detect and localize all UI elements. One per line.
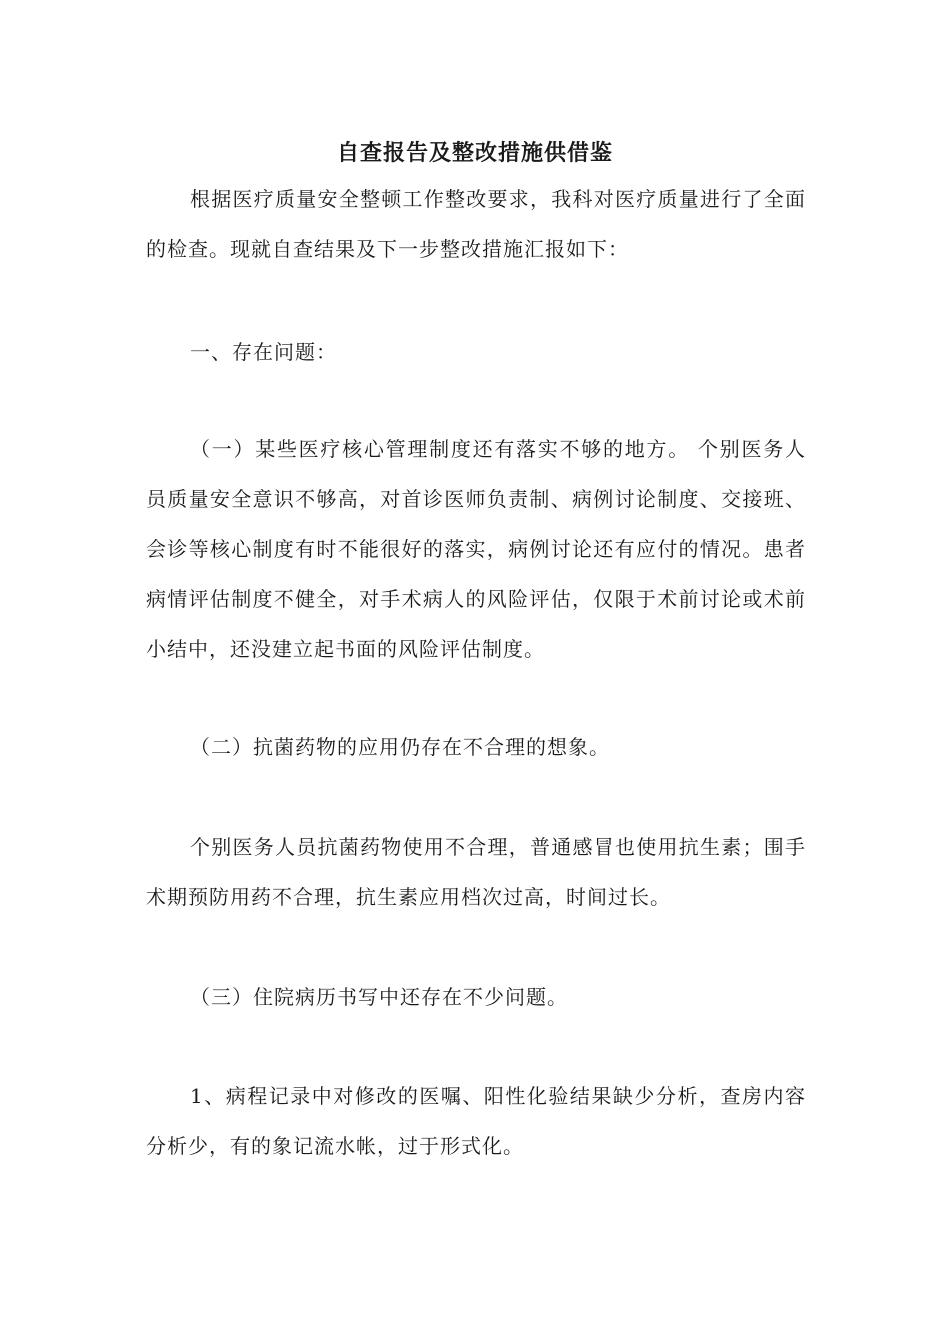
problem-3-heading: （三）住院病历书写中还存在不少问题。 <box>190 985 568 1009</box>
document-title: 自查报告及整改措施供借鉴 <box>336 140 613 166</box>
problem-2-paragraph: 个别医务人员抗菌药物使用不合理，普通感冒也使用抗生素；围手术期预防用药不合理，抗生素应用档次过高，时间过长。 <box>146 835 806 909</box>
problem-2-heading: （二）抗菌药物的应用仍存在不合理的想象。 <box>190 735 610 759</box>
section-heading-problems: 一、存在问题： <box>190 340 337 364</box>
problem-1-paragraph: （一）某些医疗核心管理制度还有落实不够的地方。 个别医务人员质量安全意识不够高，对首诊医师负责制、病例讨论制度、交接班、会诊等核心制度有时不能很好的落实，病例讨论还有应付的情况。患者病情评估制度不健全，对手术病人的风险评估，仅限于术前讨论或术前小结中，还没建立起书面的风险评估制度。 <box>146 437 806 661</box>
problem-3-item-1: 1、病程记录中对修改的医嘱、阳性化验结果缺少分析，查房内容分析少，有的象记流水帐，过于形式化。 <box>146 1084 806 1158</box>
intro-paragraph: 根据医疗质量安全整顿工作整改要求，我科对医疗质量进行了全面的检查。现就自查结果及下一步整改措施汇报如下： <box>146 187 806 261</box>
